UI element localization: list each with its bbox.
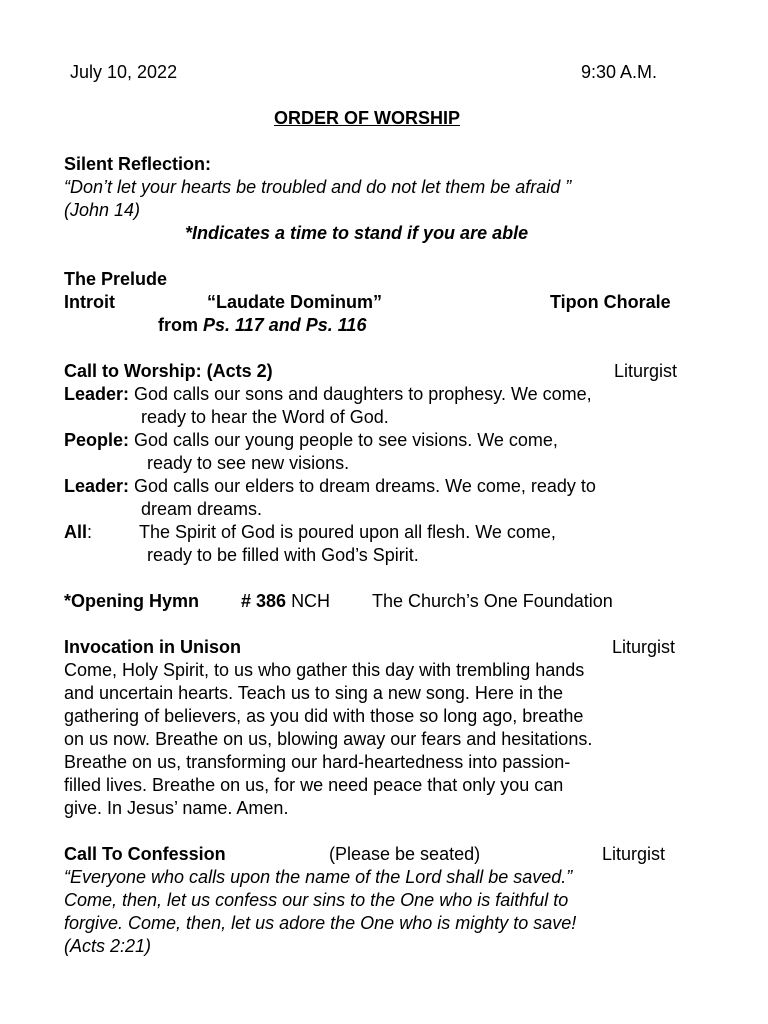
- stand-note: *Indicates a time to stand if you are able: [185, 223, 529, 243]
- confession-heading: Call To Confession: [64, 844, 226, 864]
- litany-colon: :: [87, 522, 93, 542]
- invocation-heading: Invocation in Unison: [64, 637, 242, 657]
- confession-line: forgive. Come, then, let us adore the One who is mighty to save!: [64, 913, 577, 933]
- page-title: ORDER OF WORSHIP: [274, 108, 461, 128]
- invocation-line: Breathe on us, transforming our hard-heartedness into passion-: [64, 752, 571, 772]
- introit-performer: Tipon Chorale: [550, 292, 671, 312]
- introit-source-line: [158, 314, 366, 337]
- invocation-role: Liturgist: [612, 637, 676, 657]
- confession-line: “Everyone who calls upon the name of the Lord shall be saved.”: [64, 867, 573, 887]
- opening-hymn-label: *Opening Hymn: [64, 591, 200, 611]
- litany-cont: ready to see new visions.: [147, 453, 350, 473]
- introit-source: Ps. 117 and Ps. 116: [203, 315, 367, 335]
- litany-line: [64, 475, 596, 498]
- litany-speaker: People:: [64, 430, 130, 450]
- litany-cont: ready to be filled with God’s Spirit.: [147, 545, 419, 565]
- silent-reflection-quote: “Don’t let your hearts be troubled and do not let them be afraid ”: [64, 177, 572, 197]
- confession-line: (Acts 2:21): [64, 936, 152, 956]
- opening-hymn-number-line: [241, 590, 330, 613]
- call-to-worship-heading: Call to Worship: (Acts 2): [64, 361, 273, 381]
- litany-line: [64, 383, 592, 406]
- invocation-line: give. In Jesus’ name. Amen.: [64, 798, 289, 818]
- litany-cont: dream dreams.: [141, 499, 263, 519]
- opening-hymn-title: The Church’s One Foundation: [372, 591, 613, 611]
- call-to-worship-role: Liturgist: [614, 361, 678, 381]
- silent-reflection-ref: (John 14): [64, 200, 141, 220]
- opening-hymn-number: # 386: [241, 591, 287, 611]
- litany-text: God calls our sons and daughters to prophesy. We come,: [134, 384, 592, 404]
- invocation-line: Come, Holy Spirit, to us who gather this day with trembling hands: [64, 660, 585, 680]
- litany-speaker: Leader:: [64, 384, 130, 404]
- introit-label: Introit: [64, 292, 115, 312]
- confession-line: Come, then, let us confess our sins to the One who is faithful to: [64, 890, 569, 910]
- prelude-heading: The Prelude: [64, 269, 168, 289]
- invocation-line: on us now. Breathe on us, blowing away our fears and hesitations.: [64, 729, 593, 749]
- litany-all: [64, 521, 92, 544]
- invocation-line: filled lives. Breathe on us, for we need peace that only you can: [64, 775, 564, 795]
- litany-speaker: All: [64, 522, 88, 542]
- silent-reflection-heading: Silent Reflection:: [64, 154, 212, 174]
- litany-text: The Spirit of God is poured upon all flesh. We come,: [139, 522, 556, 542]
- service-time: 9:30 A.M.: [581, 62, 658, 82]
- invocation-line: and uncertain hearts. Teach us to sing a new song. Here in the: [64, 683, 563, 703]
- invocation-line: gathering of believers, as you did with those so long ago, breathe: [64, 706, 584, 726]
- confession-note: (Please be seated): [329, 844, 481, 864]
- service-date: July 10, 2022: [70, 62, 178, 82]
- opening-hymn-hymnal: NCH: [291, 591, 331, 611]
- introit-from: from: [158, 315, 198, 335]
- introit-title: “Laudate Dominum”: [207, 292, 383, 312]
- confession-role: Liturgist: [602, 844, 666, 864]
- litany-cont: ready to hear the Word of God.: [141, 407, 389, 427]
- litany-line: [64, 429, 558, 452]
- litany-text: God calls our elders to dream dreams. We come, ready to: [134, 476, 596, 496]
- litany-text: God calls our young people to see visions. We come,: [134, 430, 558, 450]
- litany-speaker: Leader:: [64, 476, 130, 496]
